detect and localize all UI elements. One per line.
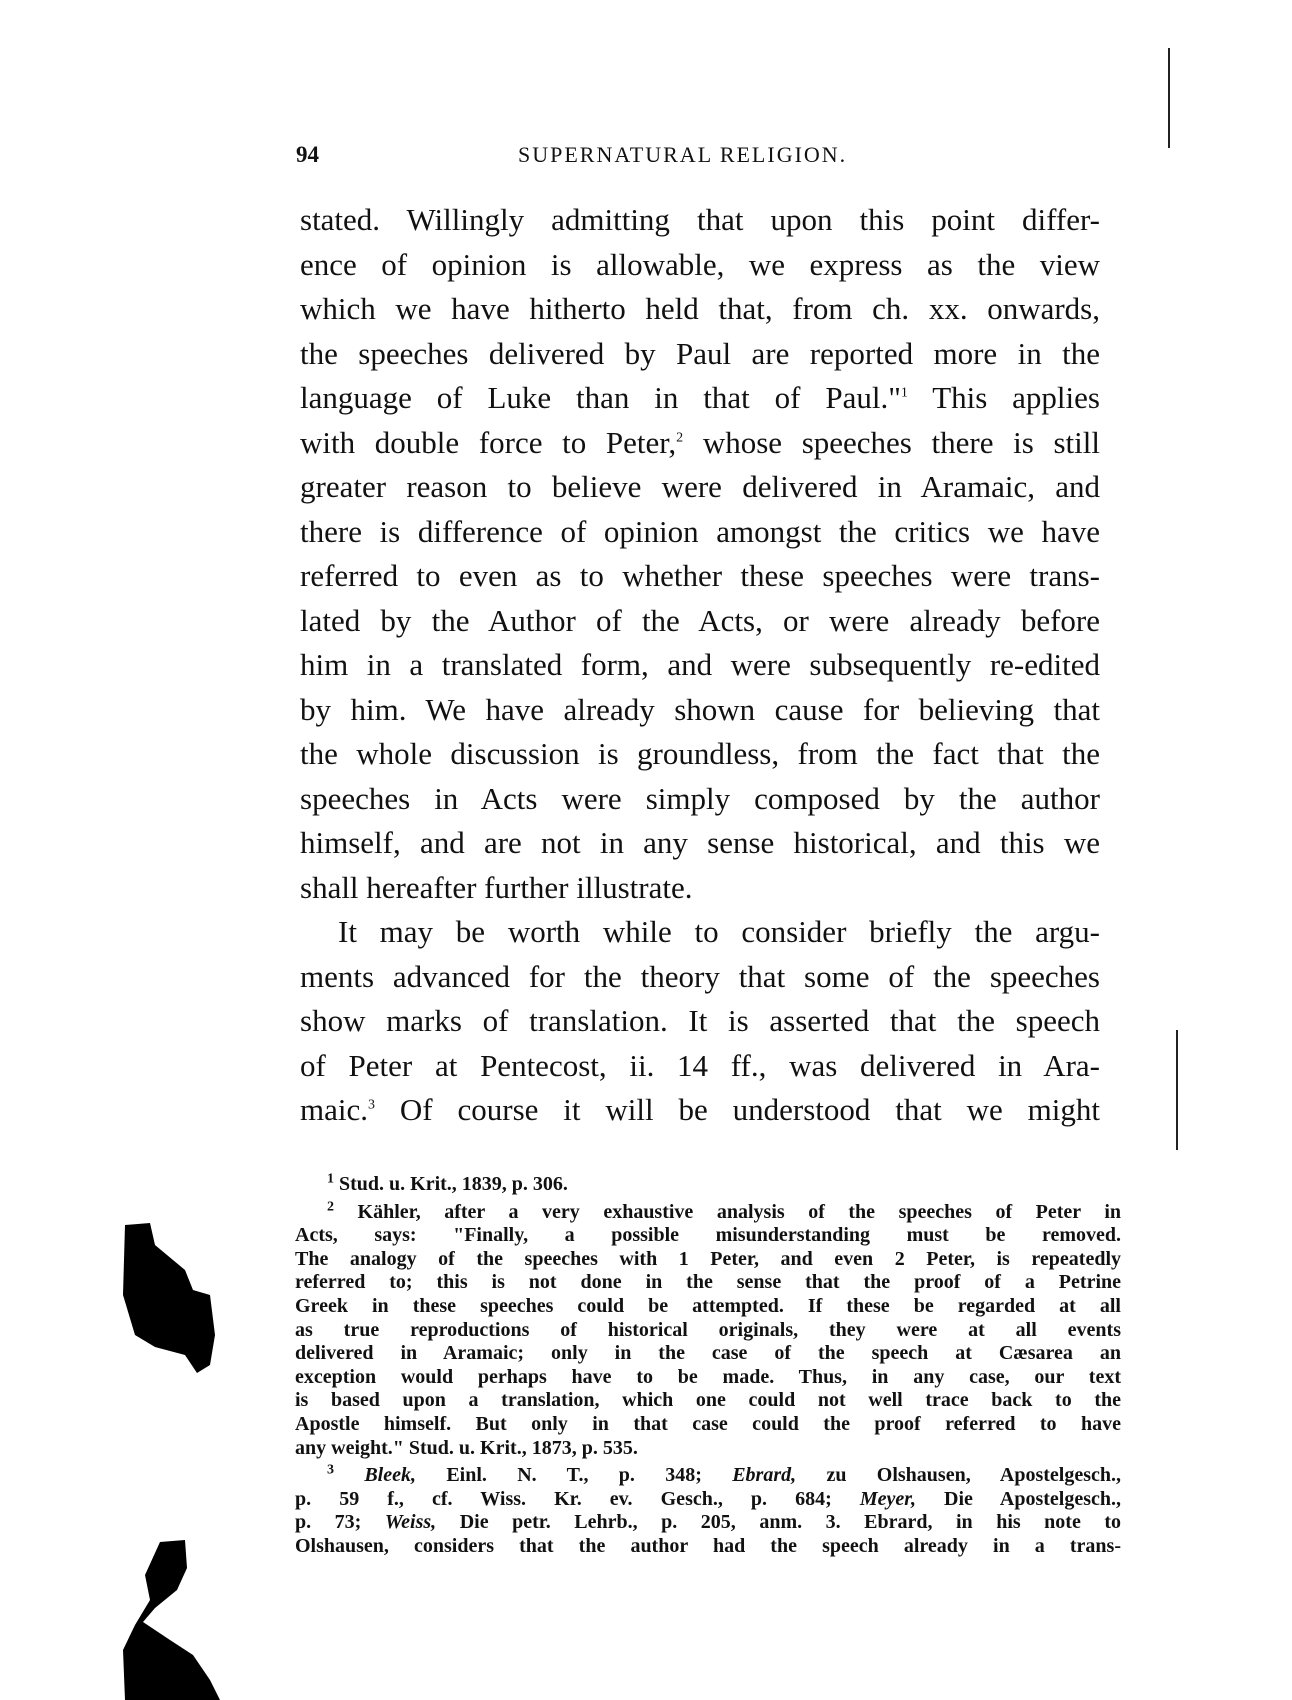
- author-name: Weiss,: [384, 1511, 437, 1534]
- footnote-mark: 2: [327, 1198, 334, 1214]
- body-line: the whole discussion is groundless, from the fact that the: [300, 736, 1100, 771]
- body-line-with-footnote-ref: [300, 1088, 1100, 1133]
- footnotes: [295, 1173, 1121, 1559]
- footnote-line: Olshausen, considers that the author had the speech already in a trans-: [295, 1534, 1121, 1557]
- scan-blot-lower: [115, 1530, 225, 1700]
- footnote-line: [295, 1511, 1121, 1535]
- footnote-line: Greek in these speeches could be attempted. If these be regarded at all: [295, 1294, 1121, 1317]
- body-line: ence of opinion is allowable, we express as the view: [300, 246, 1100, 282]
- footnote-text: Stud. u. Krit., 1839, p. 306.: [339, 1173, 568, 1195]
- scan-blot-shape: [123, 1540, 220, 1700]
- footnote-line: referred to; this is not done in the sense that the proof of a Petrine: [295, 1271, 1121, 1294]
- footnote-text: p. 73;: [295, 1511, 362, 1534]
- footnote-line: exception would perhaps have to be made. Thus, in any case, our text: [295, 1365, 1121, 1388]
- footnote-ref-2: 2: [676, 430, 684, 446]
- body-line-with-footnote-ref: [300, 376, 1100, 421]
- body-line: himself, and are not in any sense historical, and this we: [300, 825, 1100, 860]
- author-name: Meyer,: [859, 1487, 916, 1510]
- running-head: [296, 142, 1126, 172]
- footnote-line: delivered in Aramaic; only in the case of the speech at Cæsarea an: [295, 1342, 1121, 1365]
- body-line: the speeches delivered by Paul are reported more in the: [300, 335, 1100, 371]
- footnote-3: [295, 1464, 1121, 1488]
- body-line: of Peter at Pentecost, ii. 14 ff., was delivered in Ara-: [300, 1047, 1100, 1083]
- body-line: lated by the Author of the Acts, or were already before: [300, 602, 1100, 638]
- body-line: show marks of translation. It is asserted that the speech: [300, 1003, 1100, 1038]
- footnote-text: zu Olshausen, Apostelgesch.,: [826, 1464, 1122, 1487]
- body-line: him in a translated form, and were subsequently re-edited: [300, 647, 1100, 682]
- footnote-line: Acts, says: "Finally, a possible misunderstanding must be removed.: [295, 1224, 1121, 1247]
- paragraph-start-line: It may be worth while to consider briefly the argu-: [338, 914, 1100, 949]
- body-text: [300, 198, 1100, 1133]
- body-line-part: maic.: [300, 1092, 368, 1127]
- body-line: stated. Willingly admitting that upon this point differ-: [300, 202, 1100, 237]
- footnote-line: any weight." Stud. u. Krit., 1873, p. 535.: [295, 1436, 638, 1459]
- page-number: 94: [296, 142, 319, 167]
- scan-edge-mark: [1168, 48, 1170, 148]
- body-line: speeches in Acts were simply composed by the author: [300, 780, 1100, 816]
- footnote-text: p. 59 f., cf. Wiss. Kr. ev. Gesch., p. 684;: [295, 1487, 832, 1510]
- footnote-text: Einl. N. T., p. 348;: [446, 1464, 702, 1487]
- body-line: shall hereafter further illustrate.: [300, 869, 693, 905]
- body-line-part: whose speeches there is still: [702, 424, 1101, 460]
- body-line-part: language of Luke than in that of Paul.": [300, 380, 901, 415]
- running-title: SUPERNATURAL RELIGION.: [518, 142, 848, 167]
- footnote-ref-1: 1: [900, 385, 908, 401]
- footnote-mark: 1: [327, 1171, 334, 1187]
- body-line-part: Of course it will be understood that we might: [399, 1092, 1101, 1127]
- footnote-line: is based upon a translation, which one could not well trace back to the: [295, 1389, 1121, 1412]
- footnote-text: Die petr. Lehrb., p. 205, anm. 3. Ebrard, in his note to: [459, 1511, 1122, 1534]
- body-line: there is difference of opinion amongst the critics we have: [300, 513, 1100, 549]
- body-line: greater reason to believe were delivered in Aramaic, and: [300, 469, 1100, 504]
- body-line-with-footnote-ref: [300, 421, 1100, 466]
- footnote-line: The analogy of the speeches with 1 Peter, and even 2 Peter, is repeatedly: [295, 1247, 1121, 1270]
- author-name: Bleek,: [364, 1464, 416, 1487]
- footnote-mark: 3: [327, 1462, 334, 1478]
- body-line-part: with double force to Peter,: [300, 424, 677, 460]
- body-line: by him. We have already shown cause for believing that: [300, 691, 1100, 727]
- footnote-text: Die Apostelgesch.,: [944, 1487, 1122, 1510]
- body-line-part: This applies: [932, 380, 1100, 415]
- scan-edge-mark: [1176, 1030, 1178, 1150]
- body-line: referred to even as to whether these speeches were trans-: [300, 558, 1100, 593]
- body-line: ments advanced for the theory that some of the speeches: [300, 958, 1100, 994]
- footnote-line: Apostle himself. But only in that case could the proof referred to have: [295, 1412, 1121, 1435]
- scan-blot-shape: [123, 1223, 215, 1373]
- body-line: which we have hitherto held that, from ch. xx. onwards,: [300, 291, 1100, 326]
- footnote-line: as true reproductions of historical originals, they were at all events: [295, 1318, 1121, 1341]
- scan-blot-upper: [115, 1215, 225, 1375]
- footnote-line: [295, 1488, 1121, 1512]
- footnote-ref-3: 3: [368, 1097, 375, 1113]
- footnote-text: Kähler, after a very exhaustive analysis of the speeches of Peter in: [357, 1200, 1121, 1223]
- footnote-1: [295, 1173, 1121, 1197]
- author-name: Ebrard,: [732, 1464, 797, 1487]
- footnote-2: [295, 1198, 1121, 1225]
